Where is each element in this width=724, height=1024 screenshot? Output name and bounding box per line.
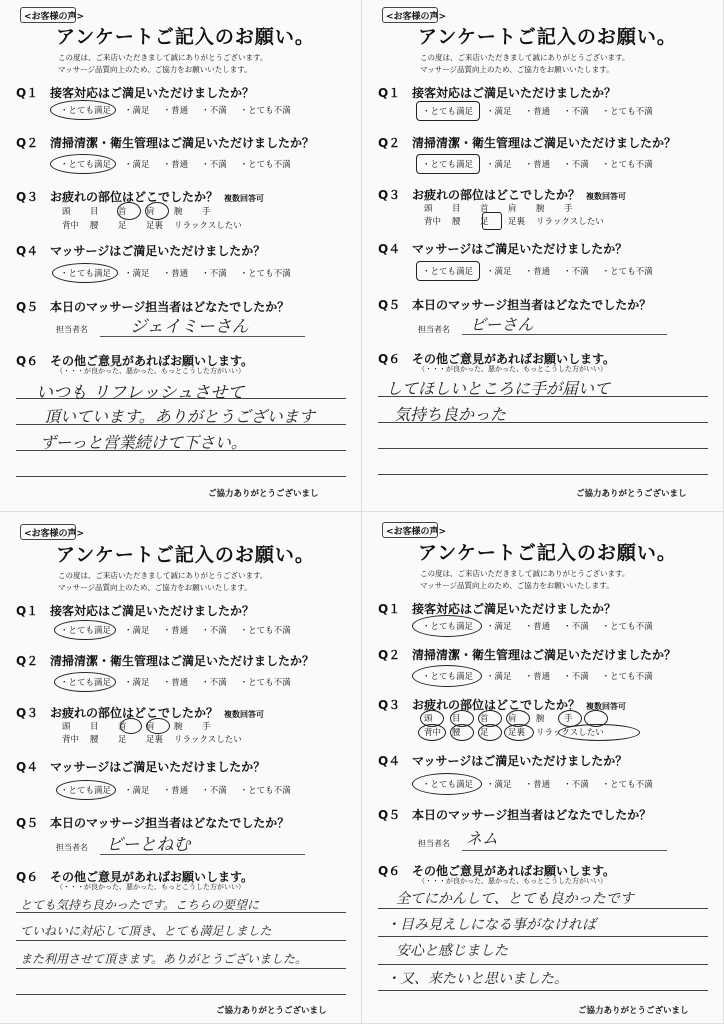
answer-circle (54, 620, 116, 640)
question-2: Q２ 清掃清潔・衛生管理はご満足いただけましたか？ (378, 648, 677, 662)
q4-options: ・ とても満足・ 満足・ 普通・ 不満・ とても不満 (60, 267, 304, 279)
thanks-text: ご協力ありがとうございまし (576, 489, 687, 499)
answer-circle (50, 100, 116, 120)
comment-line-2: ・目み見えしになる事がなければ (386, 917, 596, 933)
question-3: Q３ お疲れの部位はどこでしたか？ 複数回答可 (16, 706, 265, 720)
answer-circle (412, 665, 482, 687)
answer-circle (120, 718, 142, 734)
question-5: Q５ 本日のマッサージ担当者はどなたでしたか？ (16, 816, 290, 830)
q2-options: ・ とても満足・ 満足・ 普通・ 不満・ とても不満 (60, 158, 304, 170)
answer-circle (416, 261, 480, 281)
q2-options: ・ とても満足・ 満足・ 普通・ 不満・ とても不満 (60, 676, 304, 688)
sheet-tag: <お客様の声> (386, 524, 446, 537)
answer-circle (117, 202, 141, 220)
question-2: Q２ 清掃清潔・衛生管理はご満足いただけましたか？ (16, 136, 315, 150)
comment-line-2: 頂いています。ありがとうございます (44, 407, 315, 426)
q6-subtext: （・・・が良かった、悪かった、もっとこうした方がいい） (418, 365, 607, 373)
survey-sheet-3 (0, 512, 362, 1024)
question-1: Q１ 接客対応はご満足いただけましたか？ (378, 86, 617, 100)
question-5: Q５ 本日のマッサージ担当者はどなたでしたか？ (16, 300, 290, 314)
question-6: Q６ その他ご意見があればお願いします。 (16, 870, 254, 884)
question-6: Q６ その他ご意見があればお願いします。 (378, 352, 616, 366)
answer-circle (416, 101, 480, 121)
question-3: Q３ お疲れの部位はどこでしたか？ 複数回答可 (16, 190, 265, 204)
question-4: Q４ マッサージはご満足いただけましたか？ (378, 242, 628, 256)
sheet-title: アンケートご記入のお願い。 (418, 26, 677, 48)
q1-options: ・ とても満足・ 満足・ 普通・ 不満・ とても不満 (60, 104, 304, 116)
question-6: Q６ その他ご意見があればお願いします。 (16, 354, 254, 368)
answer-circle (54, 672, 116, 692)
comment-line-2: 気持ち良かった (394, 405, 507, 424)
question-2: Q２ 清掃清潔・衛生管理はご満足いただけましたか？ (16, 654, 315, 668)
comment-line (378, 908, 708, 909)
answer-circle (146, 718, 170, 734)
staff-line (462, 850, 667, 851)
q3-parts-row1: 頭 目 首 肩 腕 手 (424, 204, 573, 214)
answer-circle (450, 724, 474, 741)
comment-line (378, 990, 708, 991)
answer-circle (558, 724, 640, 741)
staff-label: 担当者名 (418, 839, 450, 848)
staff-name: ビーさん (470, 315, 534, 334)
answer-circle (56, 780, 116, 800)
answer-circle (418, 724, 446, 741)
staff-name: ジェイミーさん (130, 317, 249, 337)
q6-subtext: （・・・が良かった、悪かった、もっとこうした方がいい） (418, 877, 607, 885)
q6-subtext: （・・・が良かった、悪かった、もっとこうした方がいい） (56, 883, 245, 891)
comment-line-3: 安心と感じました (396, 943, 508, 959)
survey-sheet-2 (362, 0, 724, 512)
sheet-intro: この度は、ご来店いただきまして誠にありがとうございます。 マッサージ品質向上のため、ご協力をお願いいたします。 (420, 53, 630, 74)
answer-circle (412, 615, 482, 637)
q4-options: ・ とても満足・ 満足・ 普通・ 不満・ とても不満 (422, 778, 666, 790)
sheet-intro: この度は、ご来店いただきまして誠にありがとうございます。 マッサージ品質向上のため、ご協力をお願いいたします。 (420, 569, 630, 590)
q3-parts-row2: 背中 腰 足 足裏 リラックスしたい (424, 728, 604, 738)
q3-parts-row1: 頭 目 首 肩 腕 手 (62, 207, 211, 217)
comment-line-2: ていねいに対応して頂き、とても満足しました (20, 924, 272, 938)
thanks-text: ご協力ありがとうございまし (208, 489, 319, 499)
question-5: Q５ 本日のマッサージ担当者はどなたでしたか？ (378, 808, 652, 822)
comment-line (378, 474, 708, 475)
answer-circle (50, 154, 116, 174)
sheet-tag: <お客様の声> (386, 9, 446, 22)
comment-line (16, 968, 346, 969)
thanks-text: ご協力ありがとうございまし (578, 1006, 689, 1016)
staff-label: 担当者名 (56, 843, 88, 852)
question-4: Q４ マッサージはご満足いただけましたか？ (16, 244, 266, 258)
thanks-text: ご協力ありがとうございまし (216, 1006, 327, 1016)
comment-line-3: ずーっと営業続けて下さい。 (40, 433, 247, 452)
answer-circle (145, 202, 169, 220)
q1-options: ・ とても満足・ 満足・ 普通・ 不満・ とても不満 (60, 624, 304, 636)
question-3: Q３ お疲れの部位はどこでしたか？ 複数回答可 (378, 188, 627, 202)
q3-parts-row2: 背中 腰 足 足裏 リラックスしたい (62, 735, 242, 745)
sheet-title: アンケートご記入のお願い。 (418, 542, 677, 564)
q6-subtext: （・・・が良かった、悪かった、もっとこうした方がいい） (56, 367, 245, 375)
comment-line (16, 994, 346, 995)
question-4: Q４ マッサージはご満足いただけましたか？ (16, 760, 266, 774)
question-2: Q２ 清掃清潔・衛生管理はご満足いただけましたか？ (378, 136, 677, 150)
staff-name: ビーとねむ (106, 835, 191, 855)
q1-options: ・ とても満足・ 満足・ 普通・ 不満・ とても不満 (422, 620, 666, 632)
staff-label: 担当者名 (56, 325, 88, 334)
sheet-title: アンケートご記入のお願い。 (56, 544, 315, 566)
comment-line-1: 全てにかんして、とても良かったです (396, 891, 634, 907)
answer-circle (478, 724, 502, 741)
question-4: Q４ マッサージはご満足いただけましたか？ (378, 754, 628, 768)
question-3: Q３ お疲れの部位はどこでしたか？ 複数回答可 (378, 698, 627, 712)
sheet-title: アンケートご記入のお願い。 (56, 26, 315, 48)
question-1: Q１ 接客対応はご満足いただけましたか？ (16, 86, 255, 100)
question-1: Q１ 接客対応はご満足いただけましたか？ (16, 604, 255, 618)
comment-line (378, 448, 708, 449)
question-6: Q６ その他ご意見があればお願いします。 (378, 864, 616, 878)
sheet-intro: この度は、ご来店いただきまして誠にありがとうございます。 マッサージ品質向上のため、ご協力をお願いいたします。 (58, 571, 268, 592)
comment-line (378, 964, 708, 965)
survey-sheet-1 (0, 0, 362, 512)
question-1: Q１ 接客対応はご満足いただけましたか？ (378, 602, 617, 616)
comment-line (16, 476, 346, 477)
survey-sheet-4 (362, 512, 724, 1024)
sheet-tag: <お客様の声> (24, 9, 84, 22)
comment-line (16, 940, 346, 941)
q3-parts-row2: 背中 腰 足 足裏 リラックスしたい (62, 221, 242, 231)
answer-circle (482, 212, 502, 230)
staff-name: ネム (466, 829, 499, 848)
question-5: Q５ 本日のマッサージ担当者はどなたでしたか？ (378, 298, 652, 312)
q4-options: ・ とても満足・ 満足・ 普通・ 不満・ とても不満 (422, 265, 666, 277)
answer-circle (504, 724, 534, 741)
comment-line-3: また利用させて頂きます。ありがとうございました。 (20, 952, 308, 966)
q3-parts-row1: 頭 目 首 肩 腕 手 (62, 722, 211, 732)
comment-line-4: ・又、来たいと思いました。 (386, 971, 568, 987)
sheet-intro: この度は、ご来店いただきまして誠にありがとうございます。 マッサージ品質向上のため、ご協力をお願いいたします。 (58, 53, 268, 74)
q3-parts-row1: 頭 目 首 肩 腕 手 (424, 714, 573, 724)
q2-options: ・ とても満足・ 満足・ 普通・ 不満・ とても不満 (422, 670, 666, 682)
answer-circle (52, 263, 118, 283)
answer-circle (412, 773, 482, 795)
q3-parts-row2: 背中 腰 足 足裏 リラックスしたい (424, 217, 604, 227)
q1-options: ・ とても満足・ 満足・ 普通・ 不満・ とても不満 (422, 105, 666, 117)
answer-circle (416, 154, 480, 174)
comment-line-1: してほしいところに手が届いて (386, 379, 611, 398)
staff-label: 担当者名 (418, 325, 450, 334)
comment-line (378, 936, 708, 937)
comment-line-1: とても気持ち良かったです。こちらの要望に (20, 898, 260, 912)
comment-line-1: いつも リフレッシュさせて (36, 383, 245, 403)
q4-options: ・ とても満足・ 満足・ 普通・ 不満・ とても不満 (60, 784, 304, 796)
q2-options: ・ とても満足・ 満足・ 普通・ 不満・ とても不満 (422, 158, 666, 170)
sheet-tag: <お客様の声> (24, 526, 84, 539)
